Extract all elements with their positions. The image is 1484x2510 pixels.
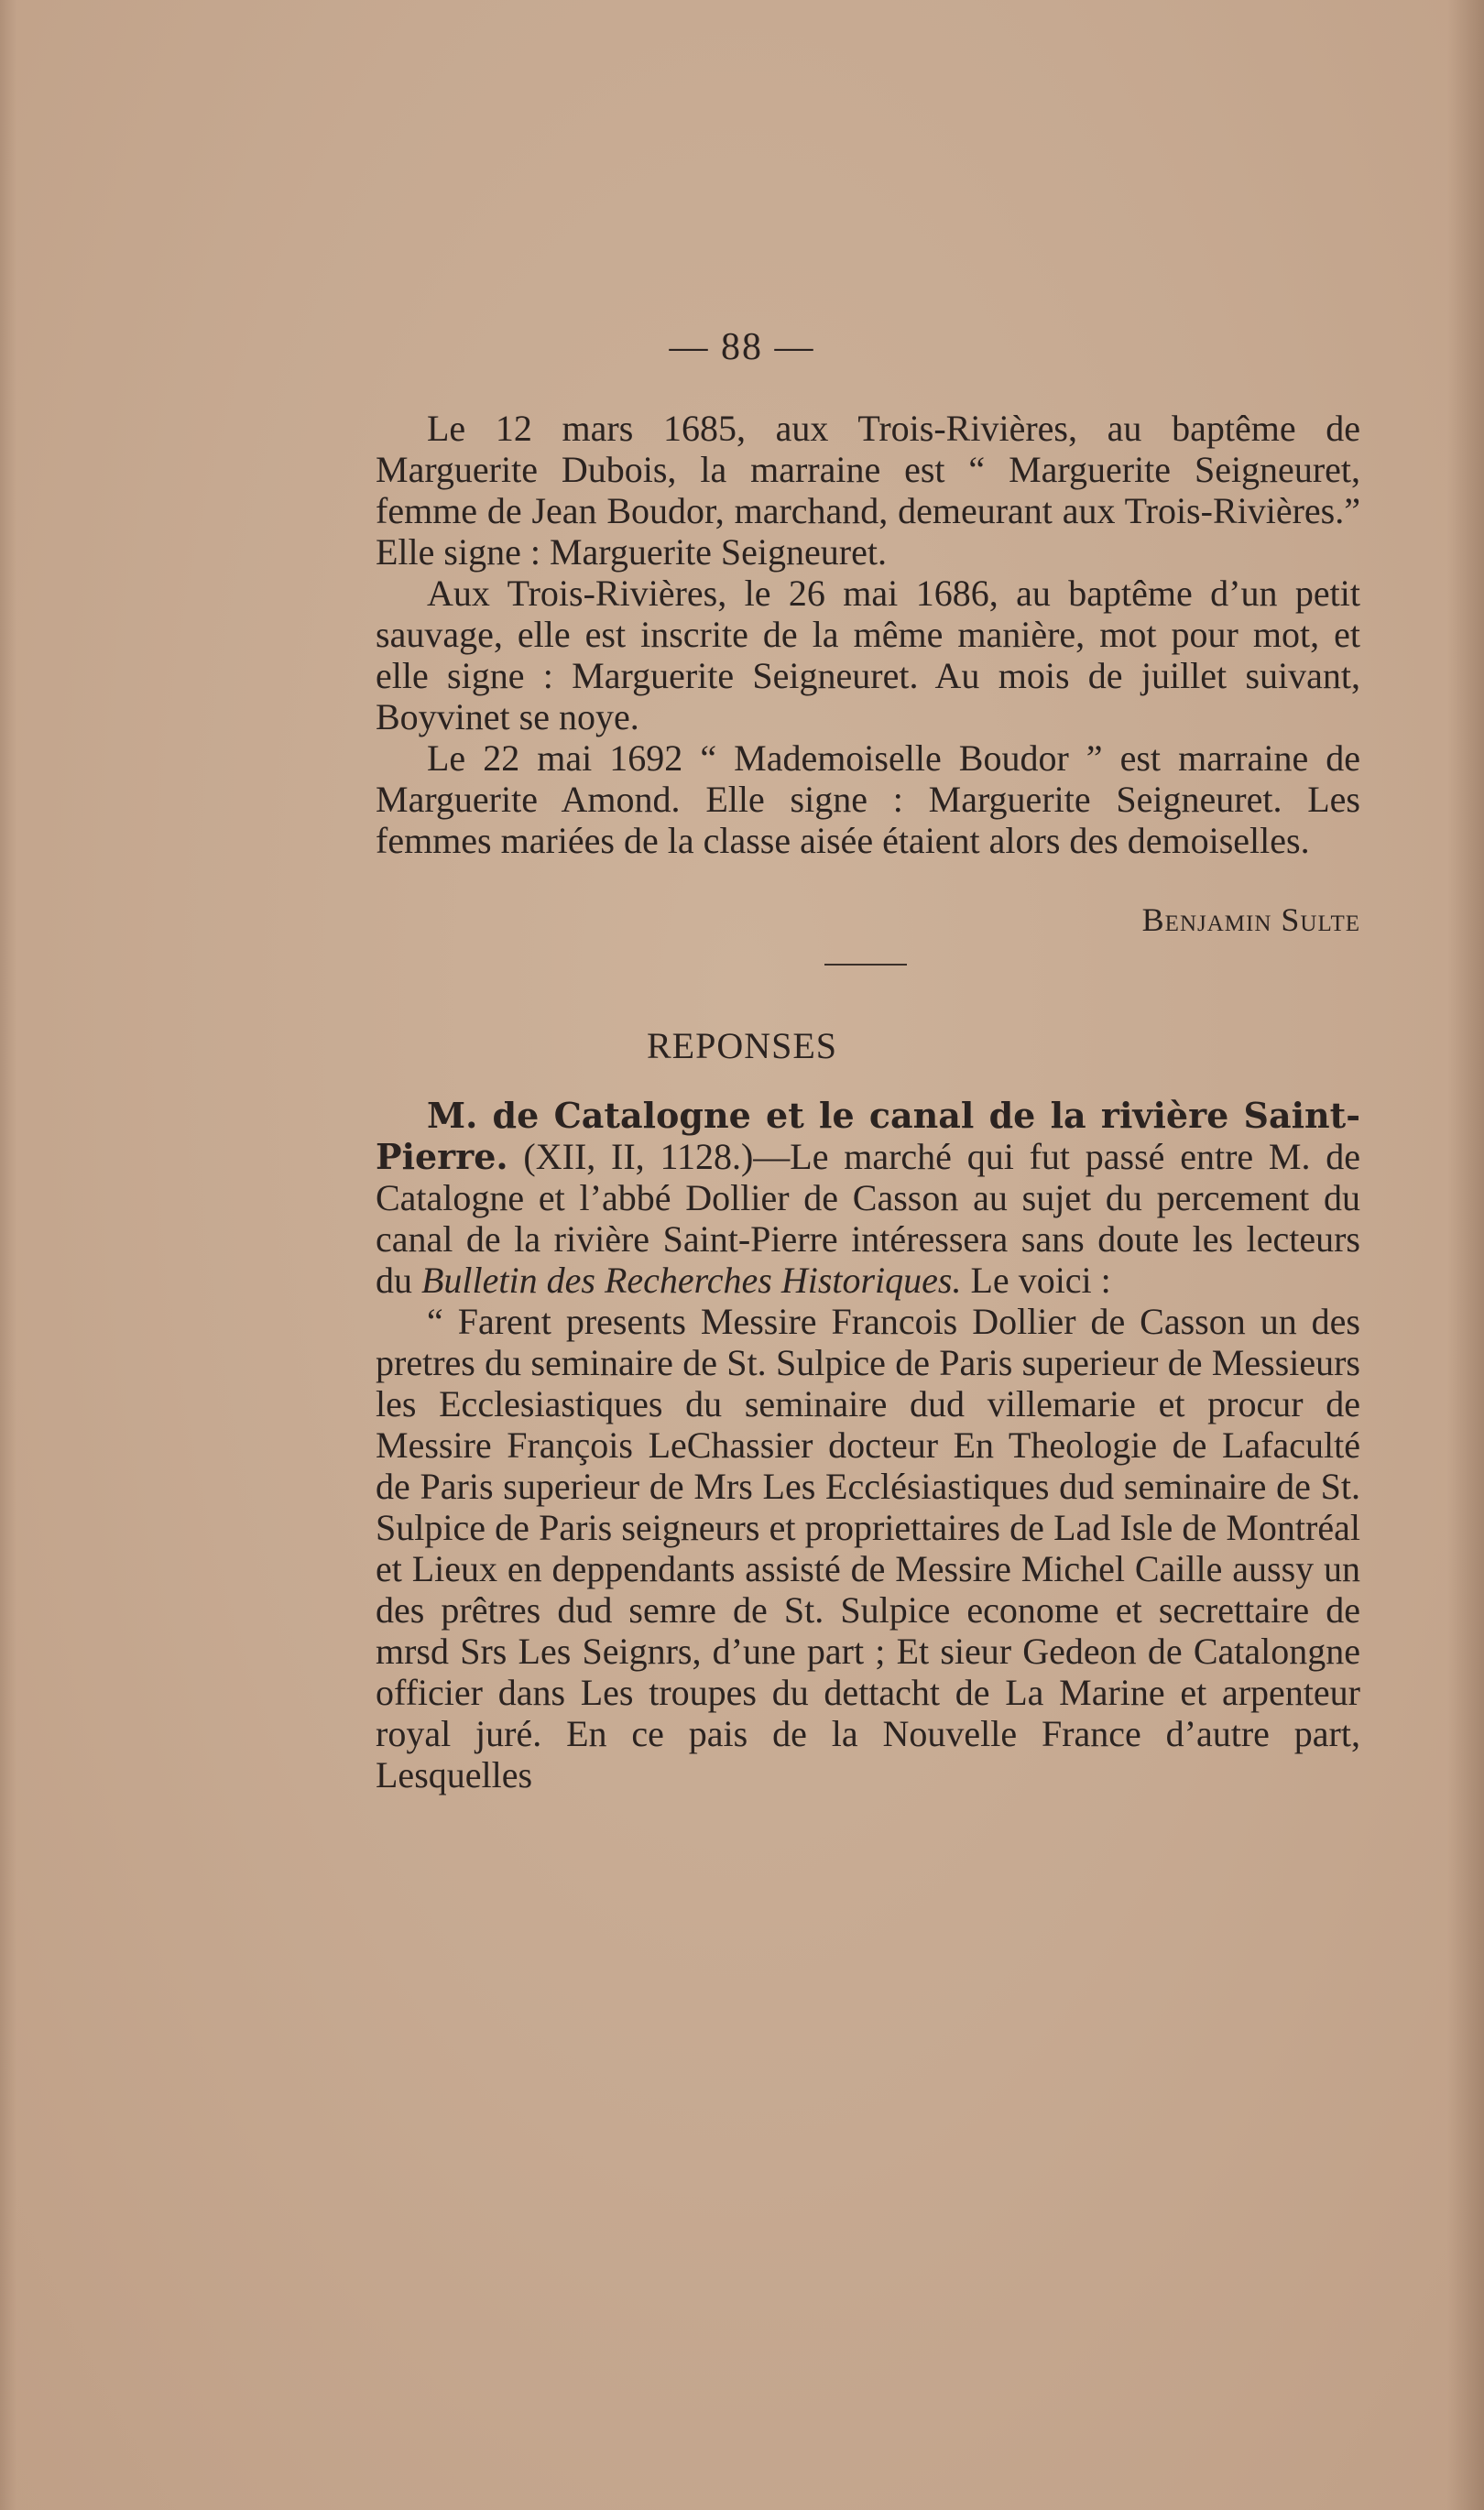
journal-title: Bulletin des Recherches Historiques. [421,1260,962,1301]
paragraph: Le 22 mai 1692 “ Mademoiselle Boudor ” est marraine de Marguerite Amond. Elle signe : Marguerite Seigneuret. Les femmes mariées de la classe aisée étaient alors des demoiselles. [376,737,1360,861]
section-heading: REPONSES [646,1025,838,1066]
article-body-top [376,408,1360,861]
paragraph: Le 12 mars 1685, aux Trois-Rivières, au baptême de Marguerite Dubois, la marraine est “ Marguerite Seigneuret, femme de Jean Boudor, marchand, demeurant aux Trois-Rivières.” Elle signe : Marguerite Seigneuret. [376,408,1360,573]
entry-paragraph [376,1095,1360,1301]
quoted-contract: “ Farent presents Messire Francois Dollier de Casson un des pretres du seminaire de St. Sulpice de Paris superieur de Messieurs les Ecclesiastiques du seminaire dud villemarie et procur de Messire François LeChassier docteur En Theologie de Lafaculté de Paris superieur de Mrs Les Ecclésiastiques dud seminaire de St. Sulpice de Paris seigneurs et propriettaires de Lad Isle de Montréal et Lieux en deppendants assisté de Messire Michel Caille aussy un des prêtres dud semre de St. Sulpice econome et secrettaire de mrsd Srs Les Seignrs, d’une part ; Et sieur Gedeon de Catalongne officier dans Les troupes du dettacht de La Marine et arpenteur royal juré. En ce pais de la Nouvelle France d’autre part, Lesquelles [376,1301,1360,1795]
page-edge-shadow-right [1447,0,1484,2510]
page-number: — 88 — [669,326,815,368]
author-signature: Benjamin Sulte [1141,901,1360,938]
section-divider [824,964,907,966]
entry-reference: (XII, II, 1128.)—Le marché qui fut passé entre M. de Catalogne et l’abbé Dollier de Casson au sujet du percement du canal de la rivière Saint-Pierre intéressera sans doute les lecteurs du [376,1136,1360,1301]
paragraph: Aux Trois-Rivières, le 26 mai 1686, au baptême d’un petit sauvage, elle est inscrite de la même manière, mot pour mot, et elle signe : Marguerite Seigneuret. Au mois de juillet suivant, Boyvinet se noye. [376,573,1360,737]
entry-title: M. de Catalogne et le canal de la rivière Saint-Pierre. [376,1095,1360,1177]
reply-entry [376,1095,1360,1795]
entry-intro-end: Le voici : [961,1260,1111,1301]
page-edge-shadow-left [0,0,16,2510]
